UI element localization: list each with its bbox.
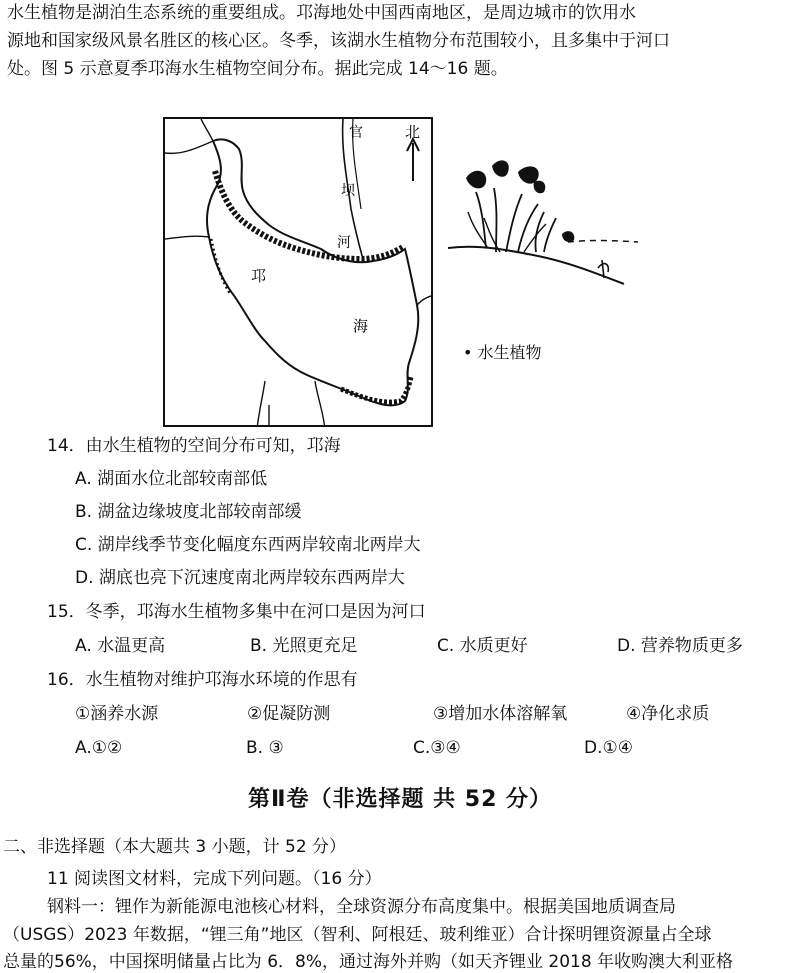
stream-southwest <box>257 381 265 427</box>
stream-east <box>417 295 433 305</box>
lake-char-1: 邛 <box>251 267 267 285</box>
q15-option-a: A. 水温更高 <box>75 636 166 656</box>
stream-north <box>201 119 213 141</box>
intro-line-3: 处。图 5 示意夏季邛海水生植物空间分布。据此完成 14～16 题。 <box>7 59 508 79</box>
q15-stem: 15．冬季，邛海水生植物多集中在河口是因为河口 <box>47 602 426 622</box>
q11-stem: 11 阅读图文材料，完成下列问题。（16 分） <box>47 869 382 889</box>
q16-item-2: ②促凝防测 <box>247 704 331 724</box>
stream-west <box>165 236 209 239</box>
q14-option-c: C. 湖岸线季节变化幅度东西两岸较南北两岸大 <box>75 535 421 555</box>
q14-option-a: A. 湖面水位北部较南部低 <box>75 469 268 489</box>
q14-option-d: D. 湖底也亮下沉速度南北两岸较东西两岸大 <box>75 568 405 588</box>
q15-option-d: D. 营养物质更多 <box>617 636 743 656</box>
river-char-2: 坝 <box>341 183 355 199</box>
material-line-2: （USGS）2023 年数据，“锂三角”地区（智利、阿根廷、玻利维亚）合计探明锂资源量占全球 <box>3 925 712 945</box>
material-line-1: 钢料一：锂作为新能源电池核心材料，全球资源分布高度集中。根据美国地质调查局 <box>47 897 676 917</box>
lake-map <box>163 117 433 427</box>
river-char-1: 官 <box>349 125 363 141</box>
lake-shoreline <box>207 139 418 405</box>
north-arrow <box>407 139 419 181</box>
stream-south <box>315 381 325 427</box>
q16-option-d: D.①④ <box>584 738 633 758</box>
q14-stem: 14．由水生植物的空间分布可知，邛海 <box>47 436 341 456</box>
q15-option-b: B. 光照更充足 <box>250 636 358 656</box>
intro-line-2: 源地和国家级风景名胜区的核心区。冬季，该湖水生植物分布范围较小，且多集中于河口 <box>7 31 670 51</box>
section-heading: 第Ⅱ卷（非选择题 共 52 分） <box>247 787 553 812</box>
q16-option-a: A.①② <box>75 738 123 758</box>
q16-option-c: C.③④ <box>413 738 461 758</box>
legend-aquatic-plants: • 水生植物 <box>463 343 542 362</box>
material-line-3: 总量的56%，中国探明储量占比为 6．8%，通过海外并购（如天齐锂业 2018 年收购澳大利亚格 <box>3 952 734 972</box>
aquatic-plant-illustration <box>448 148 648 298</box>
q14-option-b: B. 湖盆边缘坡度北部较南部缓 <box>75 502 302 522</box>
stream-northwest <box>165 141 213 153</box>
aquatic-plant-zone-north <box>215 171 403 259</box>
intro-line-1: 水生植物是湖泊生态系统的重要组成。邛海地处中国西南地区，是周边城市的饮用水 <box>7 3 636 23</box>
lake-map-drawing <box>165 119 433 427</box>
q16-option-b: B. ③ <box>246 738 284 758</box>
q15-option-c: C. 水质更好 <box>437 636 528 656</box>
q16-item-4: ④净化求质 <box>626 704 710 724</box>
q16-item-1: ①涵养水源 <box>75 704 159 724</box>
q16-stem: 16．水生植物对维护邛海水环境的作思有 <box>47 670 358 690</box>
lake-char-2: 海 <box>353 317 369 335</box>
q16-item-3: ③增加水体溶解氧 <box>433 704 568 724</box>
section-subtitle: 二、非选择题（本大题共 3 小题，计 52 分） <box>3 837 347 857</box>
aquatic-plant-zone-south <box>341 377 411 402</box>
north-label: 北 <box>405 123 421 141</box>
river-char-3: 河 <box>337 235 351 251</box>
